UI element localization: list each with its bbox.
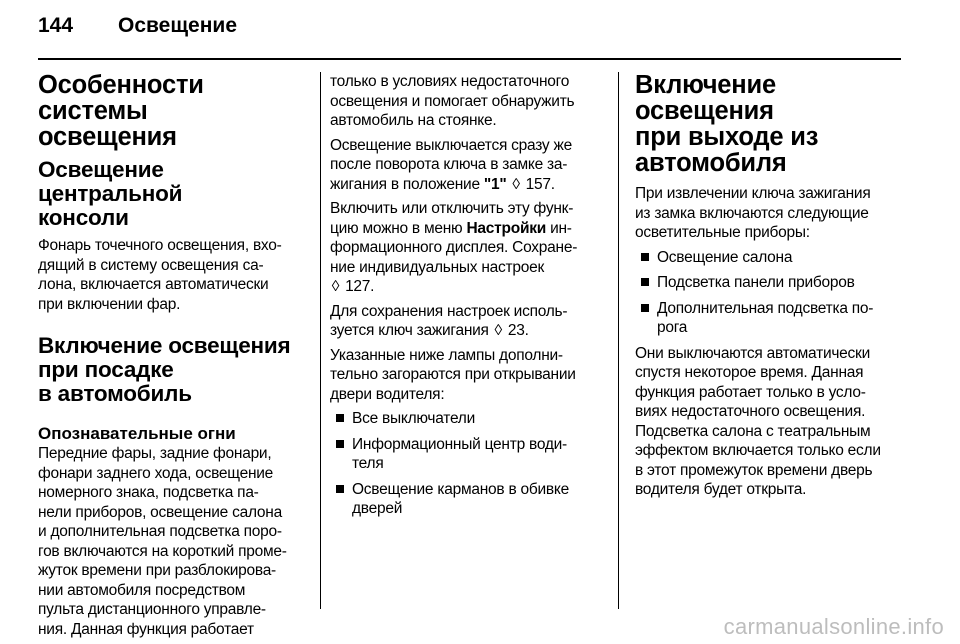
page-number: 144 [38, 14, 74, 37]
paragraph-save-settings: Для сохранения настроек исполь- зуется ключ зажигания ◊ 23. [330, 302, 568, 339]
column-3 [635, 72, 903, 505]
section-title: Освещение [118, 14, 237, 37]
page-reference: 157. [525, 175, 555, 193]
paragraph-spotlight: Фонарь точечного освещения, вхо- дящий в систему освещения са- лона, включается автоматически при включении фар. [38, 237, 282, 313]
list-item: Информационный центр води- теля [330, 435, 606, 474]
heading-exit-lighting: Включение освещения при выходе из автомобиля [635, 71, 819, 177]
column-2 [330, 72, 606, 525]
paragraph-continuation: только в условиях недостаточного освещения и помогает обнаружить автомобиль на стоянке. [330, 73, 575, 129]
paragraph-key-removal: При извлечении ключа зажигания из замка включаются следующие осветительные приборы: [635, 185, 871, 241]
page-reference-icon: ◊ [494, 322, 502, 339]
paragraph-settings-menu: Включить или отключить эту функ- цию можно в меню Настройки ин- формационного дисплея. Сохране- ние индивидуальных настроек ◊ 127. [330, 200, 578, 295]
column-divider-1 [320, 72, 321, 609]
settings-menu-label: Настройки [466, 219, 547, 237]
main-heading: Особенности системы освещения [38, 71, 204, 151]
list-item: Все выключатели [330, 409, 606, 429]
paragraph-switch-off: Освещение выключается сразу же после поворота ключа в замке за- жигания в положение "1" ◊ 157. [330, 136, 572, 193]
watermark: carmanualsonline.info [723, 614, 944, 639]
list-item: Подсветка панели приборов [635, 273, 903, 293]
paragraph-auto-off: Они выключаются автоматически спустя некоторое время. Данная функция работает только в усло- виях недостаточного освещения. Подсветка салона с театральным эффектом включается только если в этот промежуток времени дверь водителя будет открыта. [635, 344, 881, 498]
header-rule [38, 58, 901, 60]
paragraph-identification-lights: Передние фары, задние фонари, фонари заднего хода, освещение номерного знака, подсветка па- нели приборов, освещение салона и дополнительная подсветка поро- гов включаются на короткий проме- жуток времени при разблокирова- нии автомобиля посредством пульта дистанционного управле- ния. Данная функция работает [38, 445, 287, 638]
page-reference-icon: ◊ [331, 278, 340, 295]
heading-center-console-light: Освещение центральной консоли [38, 157, 183, 230]
page-reference: 23. [507, 322, 529, 339]
paragraph-driver-door: Указанные ниже лампы дополни- тельно загораются при открывании двери водителя: [330, 346, 576, 403]
subheading-identification-lights: Опознавательные огни [38, 424, 236, 443]
heading-entry-lighting: Включение освещения при посадке в автомобиль [38, 333, 291, 406]
exit-light-list [635, 248, 903, 338]
column-divider-2 [618, 72, 619, 609]
lamp-list [330, 409, 606, 519]
list-item: Освещение салона [635, 248, 903, 268]
page-reference: 127. [345, 278, 375, 295]
column-1 [38, 72, 310, 644]
ignition-position-label: "1" [483, 175, 507, 193]
list-item: Освещение карманов в обивке дверей [330, 480, 606, 519]
list-item: Дополнительная подсветка по- рога [635, 299, 903, 338]
page-reference-icon: ◊ [512, 175, 520, 193]
